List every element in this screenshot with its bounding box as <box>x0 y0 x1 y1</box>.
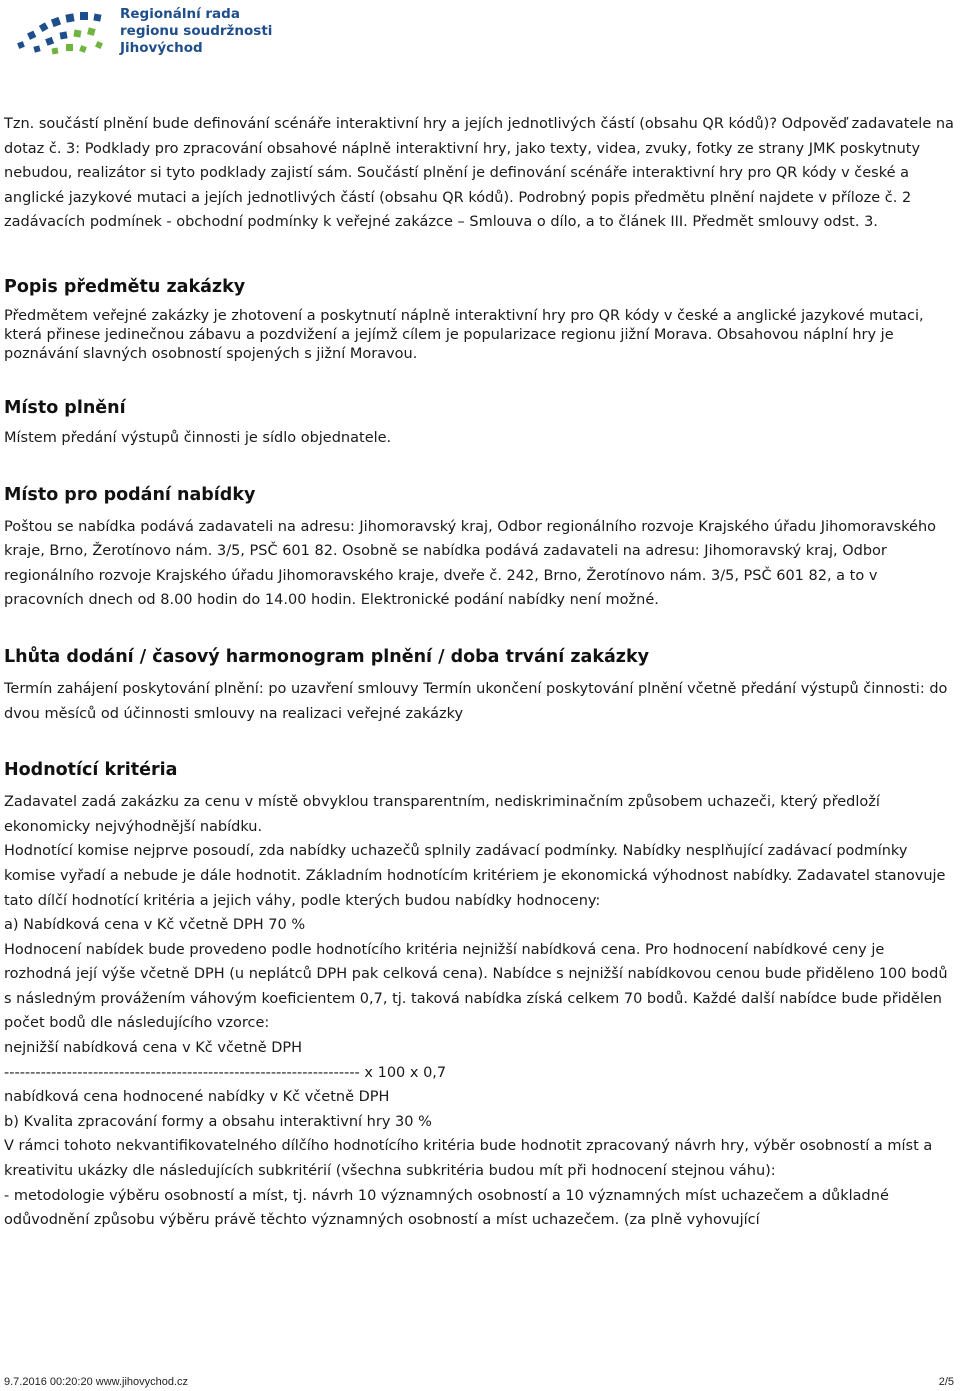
intro-paragraph: Tzn. součástí plnění bude definování scénáře interaktivní hry a jejích jednotlivých částí (obsahu QR kódů)? Odpověď zadavatele na dotaz č. 3: Podklady pro zpracování obsahové náplně interaktivní hry, jako texty, videa, zvuky, fotky ze strany JMK poskytnuty nebudou, realizátor si tyto podklady zajistí sám. Součástí plnění je definování scénáře interaktivní hry pro QR kódy v české a anglické jazykové mutaci a jejích jednotlivých částí (obsahu QR kódů). Podrobný popis předmětu plnění najdete v příloze č. 2 zadávacích podmínek - obchodní podmínky k veřejné zakázce – Smlouva o dílo, a to článek III. Předmět smlouvy odst. 3. <box>4 116 954 231</box>
kriteria-paragraph-5: - metodologie výběru osobností a míst, tj. návrh 10 významných osobností a 10 významných míst uchazečem a důkladné odůvodnění způsobu výběru právě těchto významných osobností a míst uchazečem. (za plně vyhovující <box>4 1187 889 1229</box>
kriteria-paragraph-2: Hodnotící komise nejprve posoudí, zda nabídky uchazečů splnily zadávací podmínky. Nabídky nesplňující zadávací podmínky komise vyřadí a nebude je dále hodnotit. Základním hodnotícím kritériem je ekonomická výhodnost nabídky. Zadavatel stanovuje tato dílčí hodnotící kritéria a jejich váhy, podle kterých budou nabídky hodnoceny: <box>4 843 946 909</box>
kriteria-item-b: b) Kvalita zpracování formy a obsahu interaktivní hry 30 % <box>4 1113 432 1130</box>
section-title-misto-podani: Místo pro podání nabídky <box>4 484 256 505</box>
logo-text <box>120 6 272 57</box>
section-title-lhuta: Lhůta dodání / časový harmonogram plnění / doba trvání zakázky <box>4 646 650 667</box>
section-title-misto-plneni: Místo plnění <box>4 397 126 418</box>
kriteria-paragraph-1: Zadavatel zadá zakázku za cenu v místě obvyklou transparentním, nediskriminačním způsobem uchazeči, který předloží ekonomicky nejvýhodnější nabídku. <box>4 794 880 835</box>
formula-numerator: nejnižší nabídková cena v Kč včetně DPH <box>4 1040 303 1057</box>
kriteria-paragraph-3: Hodnocení nabídek bude provedeno podle hodnotícího kritéria nejnižší nabídková cena. Pro hodnocení nabídkové ceny je rozhodná její výše včetně DPH (u neplátců DPH pak celková cena). Nabídce s nejnižší nabídkovou cenou bude přiděleno 100 bodů s následným provážením váhovým koeficientem 0,7, tj. taková nabídka získá celkem 70 bodů. Každé další nabídce bude přidělen počet bodů dle následujícího vzorce: <box>4 941 948 1032</box>
kriteria-item-a: a) Nabídková cena v Kč včetně DPH 70 % <box>4 917 306 934</box>
section-text-popis: Předmětem veřejné zakázky je zhotovení a poskytnutí náplně interaktivní hry pro QR kódy v české a anglické jazykové mutaci, která přinese jedinečnou zábavu a pozdvižení a jejímž cílem je popularizace regionu jižní Morava. Obsahovou náplní hry je poznávání slavných osobností spojených s jižní Moravou. <box>4 307 924 362</box>
section-title-popis: Popis předmětu zakázky <box>4 276 246 297</box>
section-text-lhuta: Termín zahájení poskytování plnění: po uzavření smlouvy Termín ukončení poskytování plnění včetně předání výstupů činnosti: do dvou měsíců od účinnosti smlouvy na realizaci veřejné zakázky <box>4 680 948 722</box>
section-text-misto-podani: Poštou se nabídka podává zadavateli na adresu: Jihomoravský kraj, Odbor regionálního rozvoje Krajského úřadu Jihomoravského kraje, Brno, Žerotínovo nám. 3/5, PSČ 601 82. Osobně se nabídka podává zadavateli na adresu: Jihomoravský kraj, Odbor regionálního rozvoje Krajského úřadu Jihomoravského kraje, dveře č. 242, Brno, Žerotínovo nám. 3/5, PSČ 601 82, a to v pracovních dnech od 8.00 hodin do 14.00 hodin. Elektronické podání nabídky není možné. <box>4 518 937 609</box>
section-text-misto-plneni: Místem předání výstupů činnosti je sídlo objednatele. <box>4 429 392 446</box>
section-title-kriteria: Hodnotící kritéria <box>4 760 178 781</box>
footer-timestamp-url: 9.7.2016 00:20:20 www.jihovychod.cz <box>4 1376 189 1388</box>
logo-line-1: Regionální rada <box>120 6 240 22</box>
logo-line-2: regionu soudržnosti <box>120 23 273 39</box>
logo <box>12 2 272 66</box>
footer-page-number: 2/5 <box>938 1376 954 1388</box>
formula-denominator: nabídková cena hodnocené nabídky v Kč včetně DPH <box>4 1089 390 1106</box>
logo-line-3: Jihovýchod <box>120 40 203 56</box>
formula-line: -------------------------------------------------------------------- x 100 x 0,7 <box>4 1064 447 1081</box>
document-body <box>4 112 956 1233</box>
logo-mark-icon <box>12 2 112 62</box>
kriteria-paragraph-4: V rámci tohoto nekvantifikovatelného dílčího hodnotícího kritéria bude hodnotit zpracovaný návrh hry, výběr osobností a míst a kreativitu ukázky dle následujících subkritérií (všechna subkritéria budou mít při hodnocení stejnou váhu): <box>4 1138 933 1180</box>
